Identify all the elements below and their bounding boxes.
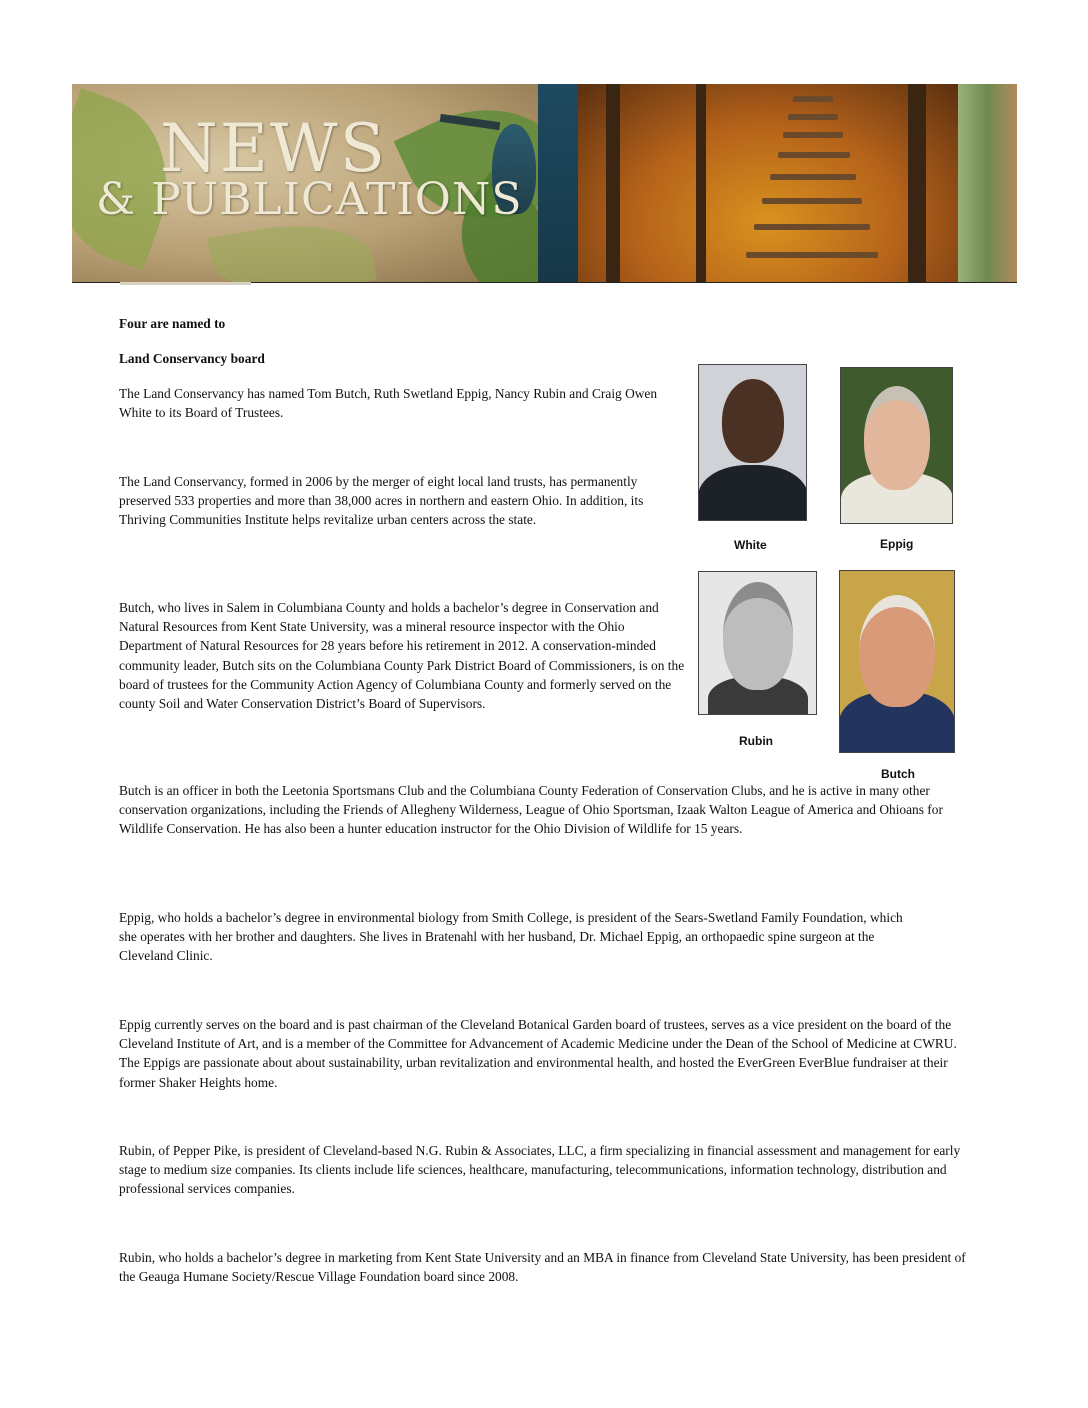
banner-title-publications: & PUBLICATIONS	[96, 174, 523, 225]
stair-step	[746, 252, 878, 258]
paragraph-rubin-education: Rubin, who holds a bachelor’s degree in marketing from Kent State University and an MBA in finance from Cleveland State University, has been president of the Geauga Humane Society/Rescue Village Foundation board since 2008.	[119, 1250, 966, 1285]
paragraph-eppig-bio: Eppig, who holds a bachelor’s degree in environmental biology from Smith College, is president of the Sears-Swetland Family Foundation, which she operates with her brother and daughters. She lives in Bratenahl with her husband, Dr. Michael Eppig, an orthopaedic spine surgeon at the Cleveland Clinic.	[119, 910, 903, 964]
article-heading-line1: Four are named to	[119, 316, 226, 331]
stair-step	[778, 152, 850, 158]
caption-white: White	[734, 538, 767, 552]
portrait-face	[859, 595, 935, 707]
banner-autumn-stairs-photo	[578, 84, 958, 282]
portrait-face	[723, 582, 793, 690]
portrait-face	[722, 379, 784, 463]
portrait-suit	[698, 465, 807, 521]
banner-title-news: NEWS	[160, 110, 387, 187]
stair-step	[754, 224, 870, 230]
portrait-face	[864, 386, 930, 490]
banner-blue-strip	[538, 84, 578, 282]
paragraph-rubin-bio: Rubin, of Pepper Pike, is president of Cleveland-based N.G. Rubin & Associates, LLC, a firm specializing in financial assessment and management for early stage to medium size companies. Its clients include life sciences, healthcare, manufacturing, telecommunications, information technology, distribution and professional services companies.	[119, 1143, 961, 1197]
stair-step	[793, 96, 833, 102]
caption-eppig: Eppig	[880, 537, 914, 551]
stair-step	[770, 174, 856, 180]
photo-eppig	[840, 367, 953, 524]
caption-butch: Butch	[881, 767, 915, 781]
photo-white	[698, 364, 807, 521]
tree-trunk	[908, 84, 926, 282]
paragraph-conservancy: The Land Conservancy, formed in 2006 by the merger of eight local land trusts, has permanently preserved 533 properties and more than 38,000 acres in northern and eastern Ohio. In addition, its Thriving Communities Institute helps revitalize urban centers across the state.	[119, 474, 644, 528]
photo-butch	[839, 570, 955, 753]
article-heading-line2: Land Conservancy board	[119, 351, 265, 366]
caption-rubin: Rubin	[739, 734, 773, 748]
paragraph-intro: The Land Conservancy has named Tom Butch, Ruth Swetland Eppig, Nancy Rubin and Craig Owen White to its Board of Trustees.	[119, 386, 658, 421]
paragraph-eppig-boards: Eppig currently serves on the board and is past chairman of the Cleveland Botanical Garden board of trustees, serves as a vice president on the board of the Cleveland Institute of Art, and is a member of the Committee for Advancement of Academic Medicine under the Dean of the School of Medicine at CWRU. The Eppigs are passionate about about sustainability, urban revitalization and environmental health, and hosted the EverGreen EverBlue fundraiser at their former Shaker Heights home.	[119, 1017, 957, 1090]
tree-trunk	[696, 84, 706, 282]
news-publications-banner	[72, 84, 1017, 283]
stair-step	[762, 198, 862, 204]
banner-fern-edge	[958, 84, 1017, 282]
stair-step	[783, 132, 843, 138]
banner-left-panel	[72, 84, 538, 282]
tree-trunk	[606, 84, 620, 282]
photo-rubin	[698, 571, 817, 715]
banner-tab-line	[120, 282, 251, 285]
paragraph-butch-activities: Butch is an officer in both the Leetonia Sportsmans Club and the Columbiana County Federation of Conservation Clubs, and he is active in many other conservation organizations, including the Friends of Allegheny Wilderness, League of Ohio Sportsman, Izaak Walton League of America and Ohioans for Wildlife Conservation. He has also been a hunter education instructor for the Ohio Division of Wildlife for 15 years.	[119, 783, 943, 837]
paragraph-butch-bio: Butch, who lives in Salem in Columbiana County and holds a bachelor’s degree in Conservation and Natural Resources from Kent State University, was a mineral resource inspector with the Ohio Department of Natural Resources for 28 years before his retirement in 2012. A conservation-minded community leader, Butch sits on the Columbiana County Park District Board of Commissioners, is on the board of trustees for the Community Action Agency of Columbiana County and formerly served on the county Soil and Water Conservation District’s Board of Supervisors.	[119, 600, 685, 712]
stair-step	[788, 114, 838, 120]
